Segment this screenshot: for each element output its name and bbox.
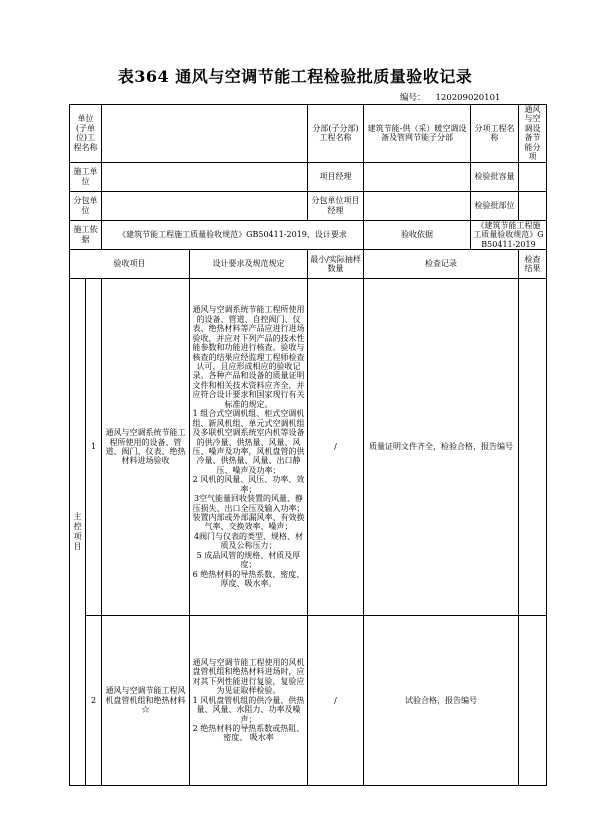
column-header-row <box>70 249 547 278</box>
sub-pm-label: 分包单位项目经理 <box>308 191 364 220</box>
subcontractor-value[interactable] <box>102 191 308 220</box>
page-title: 表364 通风与空调节能工程检验批质量验收记录 <box>117 67 473 86</box>
sample-count: / <box>308 278 364 615</box>
requirement-line: 3空气能量回收装置的风量、静压损失、出口全压及输入功率；装置内部或外部漏风率、有效换气率、交换效率、噪声； <box>192 494 305 532</box>
batch-capacity-label: 检验批容量 <box>471 162 519 191</box>
col-sample-header: 最小/实际抽样数量 <box>308 249 364 278</box>
sub-pm-value[interactable] <box>364 191 471 220</box>
subitem-label: 分项工程名称 <box>471 105 519 163</box>
header-row-basis <box>70 220 547 249</box>
col-item-header: 验收项目 <box>70 249 190 278</box>
requirement-line: 1 风机盘管机组的供冷量、供热量、风量、水阻力、功率及噪声； <box>192 695 305 724</box>
division-value: 建筑节能-供（采）暖空调设备及管网节能子分部 <box>364 105 471 163</box>
requirement-line: 2 绝热材料的导热系数或热阻、 密度、 吸水率 <box>192 724 305 743</box>
basis-value: 《建筑节能工程施工质量验收规范》GB50411-2019、设计要求 <box>102 220 364 249</box>
requirement-line: 2 风机的风量、风压、功率、效率； <box>192 475 305 494</box>
col-result-header: 检查结果 <box>519 249 547 278</box>
batch-part-value[interactable] <box>519 191 547 220</box>
pm-value[interactable] <box>364 162 471 191</box>
batch-capacity-value[interactable] <box>519 162 547 191</box>
unit-label: 单位(子单位)工程名称 <box>70 105 102 163</box>
section-label: 主控项目 <box>70 278 86 785</box>
batch-part-label: 检验批部位 <box>471 191 519 220</box>
item-name: 通风与空调系统节能工程所使用的设备、管道、阀门、仪表、绝热材料进场验收 <box>102 278 190 615</box>
inspection-form-table <box>69 104 547 786</box>
accept-basis-value: 《建筑节能工程施工质量验收规范》GB50411-2019 <box>471 220 547 249</box>
sample-count: / <box>308 615 364 785</box>
design-requirements <box>190 615 308 785</box>
row-number: 1 <box>86 278 102 615</box>
doc-number-label: 编号： <box>400 93 426 103</box>
col-record-header: 检查记录 <box>364 249 519 278</box>
requirement-line: 5 成品风管的规格、材质及厚度； <box>196 550 301 570</box>
table-row <box>70 278 547 615</box>
division-label: 分部(子分部)工程名称 <box>308 105 364 163</box>
inspection-result[interactable] <box>519 615 547 785</box>
accept-basis-label: 验收依据 <box>364 220 471 249</box>
header-row-unit <box>70 105 547 163</box>
item-name: 通风与空调节能工程风机盘管机组和绝热材料☆ <box>102 615 190 785</box>
basis-label: 施工依据 <box>70 220 102 249</box>
requirement-line: 6 绝热材料的导热系数、密度、厚度、吸水率。 <box>192 569 305 589</box>
inspection-result[interactable] <box>519 278 547 615</box>
inspection-record[interactable]: 试验合格，报告编号 <box>364 615 519 785</box>
header-row-subcontractor <box>70 191 547 220</box>
pm-label: 项目经理 <box>308 162 364 191</box>
design-requirements <box>190 278 308 615</box>
constructor-label: 施工单位 <box>70 162 102 191</box>
col-design-header: 设计要求及规范规定 <box>190 249 308 278</box>
header-row-constructor <box>70 162 547 191</box>
subitem-value: 通风与空调设备节能分项 <box>519 105 547 163</box>
table-row <box>70 615 547 785</box>
doc-number-value: 120209020101 <box>435 93 501 103</box>
unit-value[interactable] <box>102 105 308 163</box>
requirement-line: 1 组合式空调机组、柜式空调机组、新风机组、单元式空调机组及多联机空调系统室内机等设备的供冷量、供热量、风量、风压、噪声及功率，风机盘管的供冷量、供热量、风量、出口静压、噪声及功率； <box>192 409 305 475</box>
row-number: 2 <box>86 615 102 785</box>
constructor-value[interactable] <box>102 162 308 191</box>
requirement-line: 通风与空调系统节能工程所使用的设备、管道、自控阀门、仪表、绝热材料等产品应进行进场验收，并应对下列产品的技术性能参数和功能进行核查。验收与核查的结果应经监理工程师检查认可，且应形成相应的验收记录。各种产品和设备的质量证明文件和相关技术资料应齐全，并应符合设计要求和国家现行有关标准的规定。 <box>192 305 305 409</box>
requirement-line: 通风与空调节能工程使用的风机盘管机组和绝热材料进场时，应对其下列性能进行复验，复验应为见证取样检验。 <box>192 657 305 696</box>
doc-number <box>400 91 500 103</box>
inspection-record[interactable]: 质量证明文件齐全，检验合格，报告编号 <box>364 278 519 615</box>
requirement-line: 4阀门与仪表的类型、规格、材质及公称压力； <box>193 531 304 551</box>
subcontractor-label: 分包单位 <box>70 191 102 220</box>
